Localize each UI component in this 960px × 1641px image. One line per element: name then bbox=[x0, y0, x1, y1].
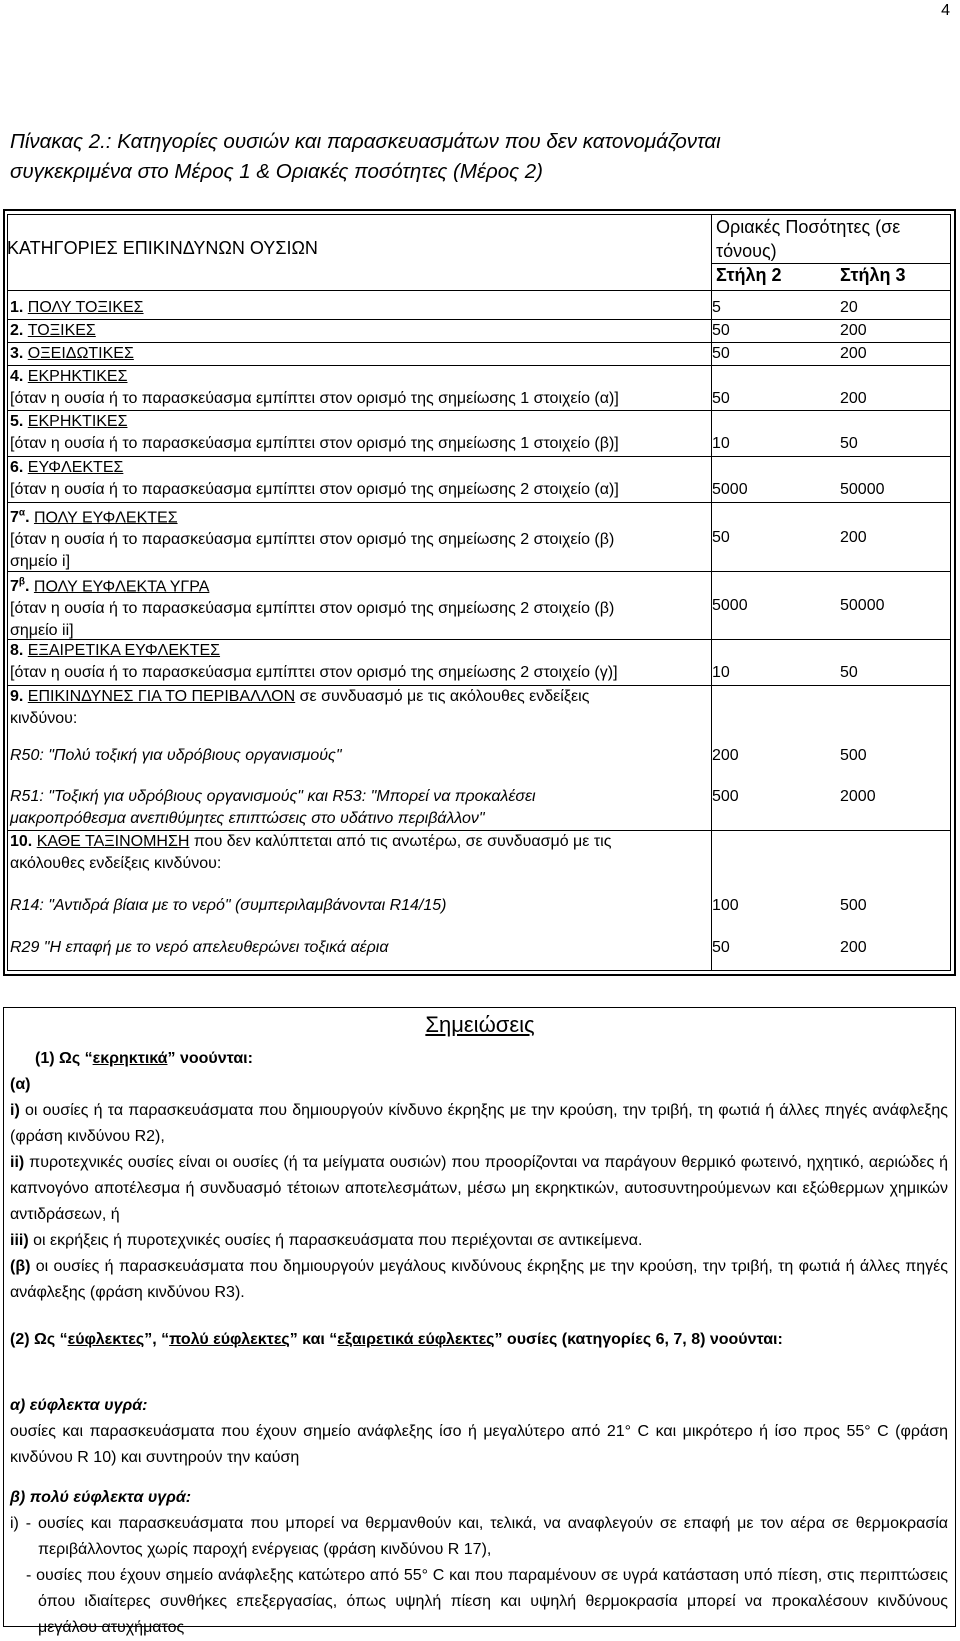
row-col2: 5000 bbox=[712, 481, 748, 498]
row-col2: 50 bbox=[712, 529, 730, 546]
row-number: 3. bbox=[10, 345, 24, 362]
title-line-2: συγκεκριμένα στο Μέρος 1 & Οριακές ποσότητες (Μέρος 2) bbox=[10, 160, 544, 183]
r14-col2: 100 bbox=[712, 897, 739, 914]
row-number: 10. bbox=[10, 833, 33, 850]
row-category: ΠΟΛΥ ΕΥΦΛΕΚΤΕΣ bbox=[33, 509, 178, 527]
row-number: 4. bbox=[10, 368, 24, 385]
table-row bbox=[10, 503, 710, 573]
row-col3: 50 bbox=[840, 435, 858, 452]
row-condition: [όταν η ουσία ή το παρασκεύασμα εμπίπτει στον ορισμό της σημείωσης 1 στοιχείο (β)] bbox=[10, 435, 619, 452]
r51-r53-phrase: R51: "Τοξική για υδρόβιους οργανισμούς" και R53: "Μπορεί να προκαλέσει μακροπρόθεσμα ανεπιθύμητες επιπτώσεις στο υδάτινο περιβάλλον" bbox=[10, 788, 536, 827]
row-number: 8. bbox=[10, 642, 24, 659]
header-column-2: Στήλη 2 bbox=[716, 265, 782, 285]
note-2-b-i: i) - ουσίες και παρασκευάσματα που μπορεί να θερμανθούν και, τελικά, να αναφλεγούν σε επαφή με τον αέρα σε θερμοκρασία περιβάλλοντος χωρίς παροχή ενέργειας (φράση κινδύνου R 17), bbox=[10, 1515, 948, 1558]
row-category: ΤΟΞΙΚΕΣ bbox=[27, 322, 96, 339]
row-condition-cont: σημείο i] bbox=[10, 553, 71, 571]
row-category: ΕΞΑΙΡΕΤΙΚΑ ΕΥΦΛΕΚΤΕΣ bbox=[27, 642, 221, 659]
r14-col3: 500 bbox=[840, 897, 867, 914]
row-number: 6. bbox=[10, 459, 24, 476]
note-1-a-label: (α) bbox=[10, 1076, 31, 1093]
note-1-i: i) οι ουσίες ή τα παρασκευάσματα που δημιουργούν κίνδυνο έκρηξης με την κρούση, την τριβή, τη φωτιά ή άλλες πηγές ανάφλεξης (φράση κινδύνου R2), bbox=[10, 1102, 948, 1145]
r50-phrase: R50: "Πολύ τοξική για υδρόβιους οργανισμούς" bbox=[10, 747, 342, 764]
title-line-1: Πίνακας 2.: Κατηγορίες ουσιών και παρασκευασμάτων που δεν κατονομάζονται bbox=[10, 130, 721, 153]
row-category-rest: σε συνδυασμό με τις ακόλουθες ενδείξεις bbox=[295, 688, 590, 705]
row-col3: 50 bbox=[840, 664, 858, 681]
r29-col3: 200 bbox=[840, 939, 867, 956]
header-limits-line2: τόνους) bbox=[716, 241, 777, 261]
notes-title: Σημειώσεις bbox=[425, 1012, 535, 1037]
row-col2: 50 bbox=[712, 390, 730, 407]
row-col2: 50 bbox=[712, 345, 730, 362]
note-2-b bbox=[10, 1485, 948, 1641]
row-condition-cont: σημείο ii] bbox=[10, 622, 74, 640]
row-category: ΟΞΕΙΔΩΤΙΚΕΣ bbox=[27, 345, 134, 362]
r51-col3: 2000 bbox=[840, 788, 876, 805]
row-category: ΕΚΡΗΚΤΙΚΕΣ bbox=[27, 413, 128, 430]
r29-col2: 50 bbox=[712, 939, 730, 956]
note-1-b: (β) οι ουσίες ή παρασκευάσματα που δημιουργούν μεγάλους κινδύνους έκρηξης με την κρούση, την τριβή, τη φωτιά ή άλλες πηγές ανάφλεξης (φράση κινδύνου R3). bbox=[10, 1258, 948, 1301]
row-category: ΠΟΛΥ ΕΥΦΛΕΚΤΑ ΥΓΡΑ bbox=[33, 578, 210, 596]
header-column-3: Στήλη 3 bbox=[840, 265, 906, 285]
note-1-ii: ii) πυροτεχνικές ουσίες είναι οι ουσίες (ή τα μείγματα ουσιών) που προορίζονται να παράγουν θερμικό φωτεινό, ηχητικό, αεριώδες ή καπνογόνο αποτέλεσμα ή συνδυασμό τέτοιων αποτελεσμάτων, μέσω μη εκρηκτικών, αυτοσυντηρούμενων και εξώθερμων χημικών αντιδράσεων, ή bbox=[10, 1154, 948, 1223]
table-row-10 bbox=[10, 831, 710, 875]
row-number: 5. bbox=[10, 413, 24, 430]
row-condition: [όταν η ουσία ή το παρασκεύασμα εμπίπτει στον ορισμό της σημείωσης 2 στοιχείο (β) bbox=[10, 600, 615, 618]
row-condition: [όταν η ουσία ή το παρασκεύασμα εμπίπτει στον ορισμό της σημείωσης 1 στοιχείο (α)] bbox=[10, 390, 619, 407]
r29-phrase: R29 "Η επαφή με το νερό απελευθερώνει τοξικά αέρια bbox=[10, 939, 389, 956]
row-condition: [όταν η ουσία ή το παρασκεύασμα εμπίπτει στον ορισμό της σημείωσης 2 στοιχείο (γ)] bbox=[10, 664, 618, 681]
row-category: ΠΟΛΥ ΤΟΞΙΚΕΣ bbox=[27, 299, 144, 316]
header-bottom-line bbox=[7, 290, 951, 291]
r14-phrase: R14: "Αντιδρά βίαια με το νερό" (συμπεριλαμβάνονται R14/15) bbox=[10, 897, 447, 914]
note-2-b-title: β) πολύ εύφλεκτα υγρά: bbox=[10, 1489, 192, 1506]
row-category: ΕΥΦΛΕΚΤΕΣ bbox=[27, 459, 124, 476]
row-col2: 10 bbox=[712, 435, 730, 452]
header-divider bbox=[711, 263, 951, 264]
row-category-cont: κινδύνου: bbox=[10, 710, 78, 727]
row-col3: 20 bbox=[840, 299, 858, 316]
table-row bbox=[10, 366, 710, 410]
row-col3: 200 bbox=[840, 322, 867, 339]
row-number: 1. bbox=[10, 299, 24, 316]
row-condition: [όταν η ουσία ή το παρασκεύασμα εμπίπτει στον ορισμό της σημείωσης 2 στοιχείο (β) bbox=[10, 531, 615, 549]
row-col2: 50 bbox=[712, 322, 730, 339]
table-row bbox=[10, 411, 710, 455]
column-divider-right bbox=[950, 214, 951, 971]
row-condition: [όταν η ουσία ή το παρασκεύασμα εμπίπτει στον ορισμό της σημείωσης 2 στοιχείο (α)] bbox=[10, 481, 619, 498]
table-title bbox=[10, 127, 950, 187]
header-limits bbox=[716, 215, 951, 263]
row-category-cont: ακόλουθες ενδείξεις κινδύνου: bbox=[10, 855, 222, 872]
note-1-heading: (1) Ως “εκρηκτικά” νοούνται: bbox=[35, 1050, 253, 1067]
row-col3: 50000 bbox=[840, 597, 885, 614]
row-number: $7^\alpha$. bbox=[10, 508, 30, 527]
row-number: $7^\beta$. bbox=[10, 577, 30, 596]
note-1-iii: iii) οι εκρήξεις ή πυροτεχνικές ουσίες ή παρασκευάσματα που περιέχονται σε αντικείμενα. bbox=[10, 1232, 643, 1249]
row-category: ΕΠΙΚΙΝΔΥΝΕΣ ΓΙΑ ΤΟ ΠΕΡΙΒΑΛΛΟΝ bbox=[27, 688, 296, 705]
header-limits-line1: Οριακές Ποσότητες (σε bbox=[716, 217, 901, 237]
row-category: ΚΑΘΕ ΤΑΞΙΝΟΜΗΣΗ bbox=[36, 833, 190, 850]
row-col2: 10 bbox=[712, 664, 730, 681]
note-2-a-title: α) εύφλεκτα υγρά: bbox=[10, 1397, 148, 1414]
table-row bbox=[10, 640, 710, 684]
row-col3: 50000 bbox=[840, 481, 885, 498]
r50-col3: 500 bbox=[840, 747, 867, 764]
row-category: ΕΚΡΗΚΤΙΚΕΣ bbox=[27, 368, 128, 385]
row-col3: 200 bbox=[840, 529, 867, 546]
row-number: 2. bbox=[10, 322, 24, 339]
note-2-a-text: ουσίες και παρασκευάσματα που έχουν σημείο ανάφλεξης ίσο ή μεγαλύτερο από 21° C και μικρότερο ή ίσο προς 55° C (φράση κινδύνου R 10) και συντηρούν την καύση bbox=[10, 1423, 948, 1466]
row-col3: 200 bbox=[840, 345, 867, 362]
header-category: ΚΑΤΗΓΟΡΙΕΣ ΕΠΙΚΙΝΔΥΝΩΝ ΟΥΣΙΩΝ bbox=[7, 238, 318, 258]
row-number: 9. bbox=[10, 688, 24, 705]
row-col3: 200 bbox=[840, 390, 867, 407]
row-col2: 5000 bbox=[712, 597, 748, 614]
table-row bbox=[10, 343, 710, 365]
note-1 bbox=[10, 1046, 948, 1306]
table-row bbox=[10, 297, 710, 319]
table-row bbox=[10, 572, 710, 642]
table-row bbox=[10, 320, 710, 342]
table-row-9 bbox=[10, 686, 710, 730]
r51-col2: 500 bbox=[712, 788, 739, 805]
r50-col2: 200 bbox=[712, 747, 739, 764]
note-2-heading: (2) Ως “εύφλεκτες”, “πολύ εύφλεκτες” και “εξαιρετικά εύφλεκτες” ουσίες (κατηγορίες 6, 7, 8) νοούνται: bbox=[10, 1331, 783, 1348]
row-col2: 5 bbox=[712, 299, 721, 316]
page-number: 4 bbox=[941, 2, 950, 19]
row-category-rest: που δεν καλύπτεται από τις ανωτέρω, σε συνδυασμό με τις bbox=[189, 833, 612, 850]
table-row bbox=[10, 457, 710, 501]
note-2-a bbox=[10, 1393, 948, 1471]
note-2-b-dash: - ουσίες που έχουν σημείο ανάφλεξης κατώτερο από 55° C και που παραμένουν σε υγρά κατάσταση υπό πίεση, στις περιπτώσεις όπου ιδιαίτερες συνθήκες επεξεργασίας, όπως υψηλή πίεση και υψηλή θερμοκρασία μπορεί να προκαλέσουν κινδύνους μεγάλου ατυχήματος bbox=[26, 1567, 948, 1636]
